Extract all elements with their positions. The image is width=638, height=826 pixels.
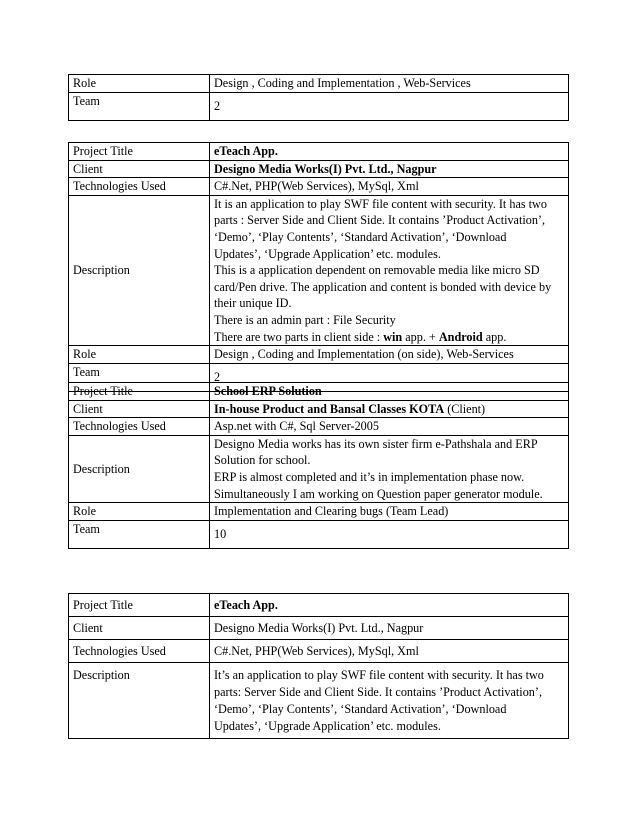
- table-row-project-title: [69, 594, 569, 617]
- project-title-label: Project Title: [69, 594, 210, 617]
- client-label: Client: [69, 160, 210, 178]
- team-value: 10: [210, 520, 569, 548]
- table-row-role: [69, 75, 569, 93]
- description-line: There is an admin part : File Security: [214, 312, 396, 327]
- description-line: Updates’, ‘Upgrade Application’ etc. modules.: [214, 246, 441, 261]
- description-value: [210, 435, 569, 502]
- table-row-technologies: [69, 418, 569, 436]
- client-value: Designo Media Works(I) Pvt. Ltd., Nagpur: [210, 617, 569, 640]
- description-label: Description: [69, 195, 210, 345]
- table-row-team: [69, 520, 569, 548]
- team-value: 2: [210, 92, 569, 120]
- table-row-description: [69, 435, 569, 502]
- description-text: app. +: [402, 329, 439, 344]
- technologies-label: Technologies Used: [69, 418, 210, 436]
- project-title-value: eTeach App.: [210, 594, 569, 617]
- description-value: [210, 195, 569, 345]
- role-label: Role: [69, 503, 210, 521]
- technologies-value: C#.Net, PHP(Web Services), MySql, Xml: [210, 178, 569, 196]
- description-line: Simultaneously I am working on Question paper generator module.: [214, 486, 543, 501]
- table-row-technologies: [69, 640, 569, 663]
- team-value: 2: [210, 363, 569, 391]
- project-title-label: Project Title: [69, 383, 210, 401]
- team-label: Team: [69, 520, 210, 548]
- description-value: [210, 663, 569, 739]
- description-line: It’s an application to play SWF file content with security. It has two: [214, 668, 544, 682]
- project-title-value: School ERP Solution: [210, 383, 569, 401]
- description-line: This is a application dependent on removable media like micro SD: [214, 263, 540, 278]
- table-row-technologies: [69, 178, 569, 196]
- client-value-rest: (Client): [444, 401, 486, 416]
- project-title-label: Project Title: [69, 143, 210, 161]
- description-line: ‘Demo’, ‘Play Contents’, ‘Standard Activation’, ‘Download: [214, 702, 507, 716]
- description-line: Updates’, ‘Upgrade Application’ etc. modules.: [214, 719, 441, 733]
- team-label: Team: [69, 92, 210, 120]
- description-text: app.: [482, 329, 507, 344]
- description-line: ERP is almost completed and it’s in implementation phase now.: [214, 469, 525, 484]
- description-line: Designo Media works has its own sister firm e-Pathshala and ERP: [214, 436, 538, 451]
- role-value: Implementation and Clearing bugs (Team Lead): [210, 503, 569, 521]
- description-line: parts: Server Side and Client Side. It contains ’Product Activation’,: [214, 685, 542, 699]
- project-table-3: [68, 382, 569, 549]
- table-row-description: [69, 195, 569, 345]
- table-row-client: [69, 617, 569, 640]
- description-emphasis: Android: [438, 329, 483, 344]
- role-value: Design , Coding and Implementation (on side), Web-Services: [210, 346, 569, 364]
- table-row-role: [69, 503, 569, 521]
- technologies-label: Technologies Used: [69, 640, 210, 663]
- technologies-label: Technologies Used: [69, 178, 210, 196]
- table-row-project-title: [69, 143, 569, 161]
- client-label: Client: [69, 617, 210, 640]
- description-line: their unique ID.: [214, 296, 292, 311]
- role-value: Design , Coding and Implementation , Web-Services: [210, 75, 569, 93]
- table-row-client: [69, 400, 569, 418]
- project-table-2: [68, 142, 569, 392]
- table-row-description: [69, 663, 569, 739]
- description-label: Description: [69, 663, 210, 739]
- client-value-bold: In-house Product and Bansal Classes KOTA: [214, 401, 445, 416]
- table-row-client: [69, 160, 569, 178]
- description-text: There are two parts in client side :: [214, 329, 384, 344]
- technologies-value: C#.Net, PHP(Web Services), MySql, Xml: [210, 640, 569, 663]
- technologies-value: Asp.net with C#, Sql Server-2005: [210, 418, 569, 436]
- role-label: Role: [69, 346, 210, 364]
- description-emphasis: win: [383, 329, 403, 344]
- client-value: Designo Media Works(I) Pvt. Ltd., Nagpur: [210, 160, 569, 178]
- table-row-team: [69, 92, 569, 120]
- project-table-1: [68, 74, 569, 121]
- table-row-role: [69, 346, 569, 364]
- description-line: ‘Demo’, ‘Play Contents’, ‘Standard Activation’, ‘Download: [214, 229, 507, 244]
- client-label: Client: [69, 400, 210, 418]
- description-label: Description: [69, 435, 210, 502]
- role-label: Role: [69, 75, 210, 93]
- table-row-project-title: [69, 383, 569, 401]
- description-line: Solution for school.: [214, 453, 311, 468]
- description-line: [214, 329, 564, 346]
- team-label: Team: [69, 363, 210, 391]
- description-line: card/Pen drive. The application and content is bonded with device by: [214, 279, 552, 294]
- client-value: [210, 400, 569, 418]
- description-line: It is an application to play SWF file content with security. It has two: [214, 196, 547, 211]
- project-title-value: eTeach App.: [210, 143, 569, 161]
- description-line: parts : Server Side and Client Side. It contains ’Product Activation’,: [214, 213, 546, 228]
- project-table-4: [68, 593, 569, 739]
